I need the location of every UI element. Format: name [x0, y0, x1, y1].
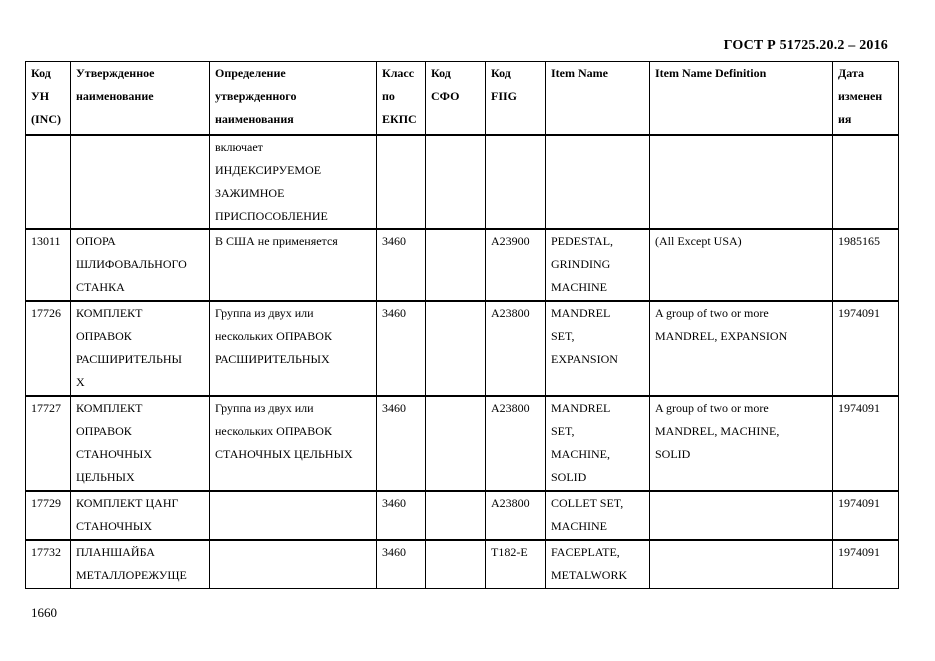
cell-class: 3460 — [377, 540, 426, 589]
cell-class: 3460 — [377, 396, 426, 491]
cell-inc: 17727 — [26, 396, 71, 491]
table-row — [26, 229, 899, 301]
header-definition: Определение утвержденного наименования — [210, 62, 377, 136]
cell-definition: В США не применяется — [210, 229, 377, 301]
cell-definition: Группа из двух или нескольких ОПРАВОК СТАНОЧНЫХ ЦЕЛЬНЫХ — [210, 396, 377, 491]
cell-class: 3460 — [377, 491, 426, 540]
cell-approved-name — [71, 135, 210, 229]
cell-approved-name: ПЛАНШАЙБА МЕТАЛЛОРЕЖУЩЕ — [71, 540, 210, 589]
table-header-row — [26, 62, 899, 136]
page-number: 1660 — [31, 605, 57, 620]
cell-approved-name: КОМПЛЕКТ ОПРАВОК СТАНОЧНЫХ ЦЕЛЬНЫХ — [71, 396, 210, 491]
cell-item-name: MANDREL SET, MACHINE, SOLID — [546, 396, 650, 491]
cell-item-name-definition — [650, 491, 833, 540]
cell-item-name: PEDESTAL, GRINDING MACHINE — [546, 229, 650, 301]
cell-fiig: A23800 — [486, 301, 546, 396]
cell-item-name-definition: A group of two or more MANDREL, EXPANSION — [650, 301, 833, 396]
table-row — [26, 135, 899, 229]
cell-sfo — [426, 135, 486, 229]
cell-inc — [26, 135, 71, 229]
cell-item-name: MANDREL SET, EXPANSION — [546, 301, 650, 396]
cell-class: 3460 — [377, 229, 426, 301]
cell-definition — [210, 491, 377, 540]
cell-change-date: 1974091 — [833, 491, 899, 540]
cell-inc: 17729 — [26, 491, 71, 540]
cell-item-name-definition: A group of two or more MANDREL, MACHINE, SOLID — [650, 396, 833, 491]
cell-approved-name: ОПОРА ШЛИФОВАЛЬНОГО СТАНКА — [71, 229, 210, 301]
header-fiig: Код FIIG — [486, 62, 546, 136]
cell-fiig: A23800 — [486, 396, 546, 491]
header-item-name: Item Name — [546, 62, 650, 136]
cell-class: 3460 — [377, 301, 426, 396]
header-class: Класс по ЕКПС — [377, 62, 426, 136]
cell-class — [377, 135, 426, 229]
cell-change-date: 1974091 — [833, 301, 899, 396]
cell-sfo — [426, 540, 486, 589]
header-inc: Код УН (INC) — [26, 62, 71, 136]
cell-change-date: 1974091 — [833, 540, 899, 589]
header-change-date: Дата изменен ия — [833, 62, 899, 136]
cell-fiig: A23800 — [486, 491, 546, 540]
cell-fiig — [486, 135, 546, 229]
table-row — [26, 491, 899, 540]
cell-definition — [210, 540, 377, 589]
cell-definition: Группа из двух или нескольких ОПРАВОК РАСШИРИТЕЛЬНЫХ — [210, 301, 377, 396]
cell-item-name — [546, 135, 650, 229]
cell-sfo — [426, 229, 486, 301]
classification-table — [25, 61, 899, 589]
cell-change-date: 1974091 — [833, 396, 899, 491]
table-row — [26, 396, 899, 491]
cell-approved-name: КОМПЛЕКТ ОПРАВОК РАСШИРИТЕЛЬНЫ Х — [71, 301, 210, 396]
cell-item-name-definition — [650, 135, 833, 229]
table-row — [26, 540, 899, 589]
cell-item-name: COLLET SET, MACHINE — [546, 491, 650, 540]
header-item-name-definition: Item Name Definition — [650, 62, 833, 136]
table-row — [26, 301, 899, 396]
cell-item-name: FACEPLATE, METALWORK — [546, 540, 650, 589]
cell-fiig: A23900 — [486, 229, 546, 301]
cell-change-date — [833, 135, 899, 229]
cell-definition: включает ИНДЕКСИРУЕМОЕ ЗАЖИМНОЕ ПРИСПОСОБЛЕНИЕ — [210, 135, 377, 229]
header-sfo: Код СФО — [426, 62, 486, 136]
cell-fiig: T182-E — [486, 540, 546, 589]
cell-inc: 17732 — [26, 540, 71, 589]
cell-sfo — [426, 491, 486, 540]
document-standard-header: ГОСТ Р 51725.20.2 – 2016 — [723, 38, 888, 53]
cell-change-date: 1985165 — [833, 229, 899, 301]
cell-approved-name: КОМПЛЕКТ ЦАНГ СТАНОЧНЫХ — [71, 491, 210, 540]
header-approved-name: Утвержденное наименование — [71, 62, 210, 136]
cell-sfo — [426, 301, 486, 396]
cell-item-name-definition: (All Except USA) — [650, 229, 833, 301]
cell-sfo — [426, 396, 486, 491]
cell-item-name-definition — [650, 540, 833, 589]
cell-inc: 13011 — [26, 229, 71, 301]
cell-inc: 17726 — [26, 301, 71, 396]
